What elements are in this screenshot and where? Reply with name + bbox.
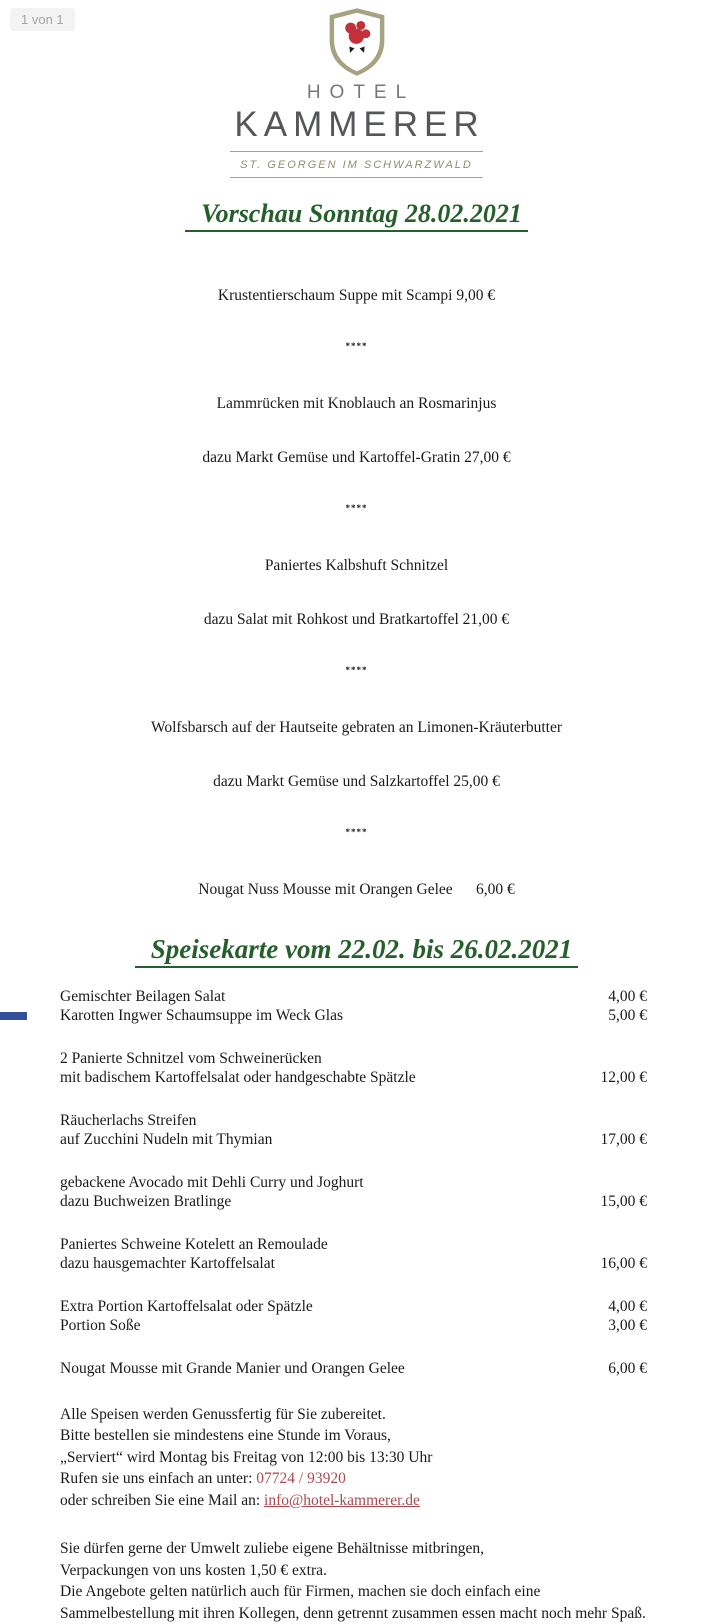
preview-menu-list xyxy=(0,251,713,917)
menu-row xyxy=(60,1236,647,1255)
note-line: Sie dürfen gerne der Umwelt zuliebe eigene Behältnisse mitbringen, xyxy=(60,1540,484,1557)
dish-price: 17,00 € xyxy=(600,1130,647,1148)
dish-price: 4,00 € xyxy=(608,988,647,1005)
mail-line xyxy=(60,1490,653,1512)
preview-item: dazu Markt Gemüse und Salzkartoffel 25,00 € xyxy=(213,773,500,790)
logo-location-text: ST. GEORGEN IM SCHWARZWALD xyxy=(240,159,473,171)
preview-item: Krustentierschaum Suppe mit Scampi 9,00 € xyxy=(217,287,496,304)
preview-item: dazu Salat mit Rohkost und Bratkartoffel 21,00 € xyxy=(203,611,510,628)
menu-group xyxy=(60,1050,647,1087)
menu-row xyxy=(60,1050,647,1069)
course-separator: **** xyxy=(345,665,368,675)
dish-name: auf Zucchini Nudeln mit Thymian xyxy=(60,1130,273,1148)
dish-price: 15,00 € xyxy=(600,1192,647,1210)
course-separator: **** xyxy=(345,503,368,513)
logo-hotel-word: HOTEL xyxy=(306,82,416,103)
dish-name: 2 Panierte Schnitzel vom Schweinerücken xyxy=(60,1050,322,1067)
dish-name: mit badischem Kartoffelsalat oder handgeschabte Spätzle xyxy=(60,1068,416,1086)
hotel-logo xyxy=(0,0,713,178)
note-line: Verpackungen von uns kosten 1,50 € extra. xyxy=(60,1561,327,1579)
menu-row xyxy=(60,1317,647,1336)
course-separator: **** xyxy=(345,827,368,837)
dish-price: 3,00 € xyxy=(608,1316,647,1334)
menu-group xyxy=(60,1174,647,1211)
info-line: „Serviert“ wird Montag bis Freitag von 12:00 bis 13:30 Uhr xyxy=(60,1448,433,1466)
menu-row xyxy=(60,1007,647,1026)
menu-row xyxy=(60,1298,647,1317)
dish-name: Gemischter Beilagen Salat xyxy=(60,988,226,1005)
dish-name: Räucherlachs Streifen xyxy=(60,1112,197,1129)
weekly-menu-title: Speisekarte vom 22.02. bis 26.02.2021 xyxy=(135,934,578,968)
dish-name: Paniertes Schweine Kotelett an Remoulade xyxy=(60,1236,328,1253)
preview-item: dazu Markt Gemüse und Kartoffel-Gratin 27,00 € xyxy=(202,449,511,466)
menu-row xyxy=(60,1193,647,1212)
dish-price: 4,00 € xyxy=(608,1298,647,1315)
scrollbar-fragment[interactable] xyxy=(0,1012,27,1020)
preview-item: Lammrücken mit Knoblauch an Rosmarinjus xyxy=(216,395,497,412)
menu-row xyxy=(60,1069,647,1088)
ordering-info xyxy=(60,1404,653,1512)
email-link[interactable]: info@hotel-kammerer.de xyxy=(264,1491,420,1509)
dish-price: 6,00 € xyxy=(608,1360,647,1377)
menu-row xyxy=(60,1360,647,1379)
menu-row xyxy=(60,1255,647,1274)
phone-line xyxy=(60,1468,653,1490)
dish-price: 12,00 € xyxy=(600,1068,647,1086)
dish-name: Extra Portion Kartoffelsalat oder Spätzle xyxy=(60,1298,313,1315)
weekly-menu-list xyxy=(60,988,647,1379)
dish-name: Nougat Mousse mit Grande Manier und Orangen Gelee xyxy=(60,1360,405,1377)
dish-name: dazu hausgemachter Kartoffelsalat xyxy=(60,1254,275,1272)
mail-label: oder schreiben Sie eine Mail an: xyxy=(60,1491,265,1509)
menu-row xyxy=(60,988,647,1007)
dish-price: 5,00 € xyxy=(608,1006,647,1024)
menu-group xyxy=(60,1360,647,1379)
info-line: Alle Speisen werden Genussfertig für Sie zubereitet. xyxy=(60,1405,386,1423)
phone-label: Rufen sie uns einfach an unter: xyxy=(60,1470,257,1487)
page-indicator: 1 von 1 xyxy=(10,8,75,31)
preview-item: Wolfsbarsch auf der Hautseite gebraten an Limonen-Kräuterbutter xyxy=(150,719,563,736)
menu-group xyxy=(60,988,647,1025)
menu-row xyxy=(60,1174,647,1193)
phone-number: 07724 / 93920 xyxy=(256,1470,346,1487)
shield-rose-crest-icon xyxy=(325,7,389,77)
dish-name: Portion Soße xyxy=(60,1316,141,1334)
info-line: Bitte bestellen sie mindestens eine Stunde im Voraus, xyxy=(60,1427,391,1444)
dish-name: Karotten Ingwer Schaumsuppe im Weck Glas xyxy=(60,1006,343,1024)
preview-title: Vorschau Sonntag 28.02.2021 xyxy=(185,199,528,232)
note-line: Die Angebote gelten natürlich auch für Firmen, machen sie doch einfach eine Sammelbestellung mit ihren Kollegen, denn getrennt zusammen essen macht noch mehr Spaß. xyxy=(60,1583,646,1622)
logo-hotel-name: KAMMERER xyxy=(234,105,485,144)
menu-group xyxy=(60,1298,647,1335)
weekly-menu-heading xyxy=(0,934,713,968)
menu-group xyxy=(60,1236,647,1273)
packaging-notes xyxy=(60,1538,653,1624)
dish-name: dazu Buchweizen Bratlinge xyxy=(60,1192,232,1210)
dish-price: 16,00 € xyxy=(600,1254,647,1272)
preview-item: Paniertes Kalbshuft Schnitzel xyxy=(264,557,449,574)
menu-row xyxy=(60,1112,647,1131)
preview-item: Nougat Nuss Mousse mit Orangen Gelee 6,00 € xyxy=(198,881,515,898)
menu-group xyxy=(60,1112,647,1149)
dish-name: gebackene Avocado mit Dehli Curry und Joghurt xyxy=(60,1174,364,1191)
preview-heading xyxy=(0,199,713,232)
menu-row xyxy=(60,1131,647,1150)
logo-location-banner xyxy=(230,151,483,178)
course-separator: **** xyxy=(345,341,368,351)
